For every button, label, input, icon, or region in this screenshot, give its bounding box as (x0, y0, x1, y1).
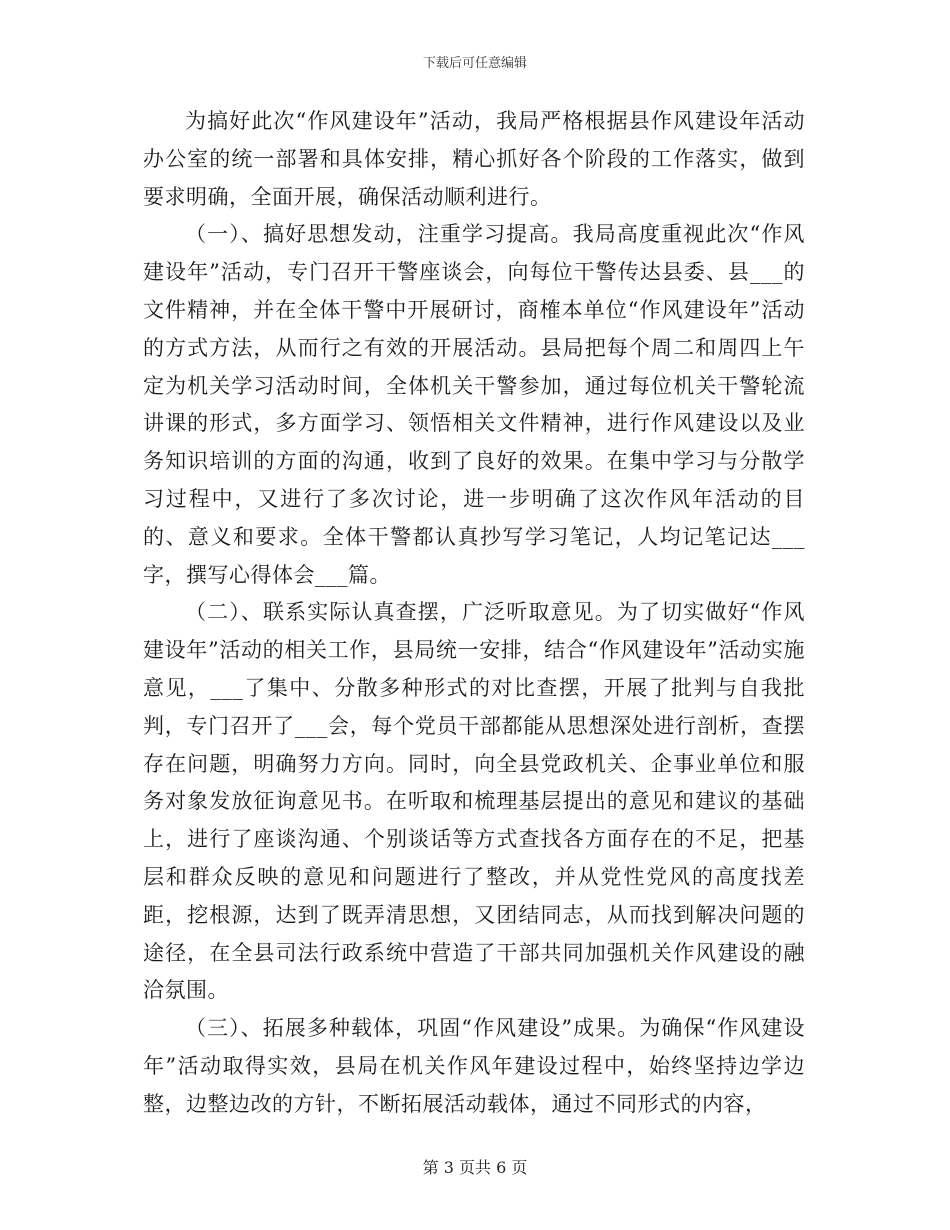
section-two-paragraph: （二）、联系实际认真查摆，广泛听取意见。为了切实做好“作风建设年”活动的相关工作，县局统一安排，结合“作风建设年”活动实施意见，___了集中、分散多种形式的对比查摆，开展了批判与自我批判，专门召开了___会，每个党员干部都能从思想深处进行剖析，查摆存在问题，明确努力方向。同时，向全县党政机关、企事业单位和服务对象发放征询意见书。在听取和梳理基层提出的意见和建议的基础上，进行了座谈沟通、个别谈话等方式查找各方面存在的不足，把基层和群众反映的意见和问题进行了整改，并从党性党风的高度找差距，挖根源，达到了既弄清思想，又团结同志，从而找到解决问题的途径，在全县司法行政系统中营造了干部共同加强机关作风建设的融洽氛围。 (143, 600, 805, 1003)
intro-paragraph: 为搞好此次“作风建设年”活动，我局严格根据县作风建设年活动办公室的统一部署和具体安排，精心抓好各个阶段的工作落实，做到要求明确，全面开展，确保活动顺利进行。 (143, 109, 805, 209)
page-number: 第 3 页共 6 页 (422, 1158, 528, 1177)
document-body (143, 103, 805, 1124)
section-three-paragraph: （三）、拓展多种载体，巩固“作风建设”成果。为确保“作风建设年”活动取得实效，县局在机关作风年建设过程中，始终坚持边学边整，边整边改的方针，不断拓展活动载体，通过不同形式的内容， (143, 1016, 805, 1116)
page-header-note: 下载后可任意编辑 (422, 56, 527, 71)
section-one-paragraph: （一）、搞好思想发动，注重学习提高。我局高度重视此次“作风建设年”活动，专门召开干警座谈会，向每位干警传达县委、县___的文件精神，并在全体干警中开展研讨，商榷本单位“作风建设年”活动的方式方法，从而行之有效的开展活动。县局把每个周二和周四上午定为机关学习活动时间，全体机关干警参加，通过每位机关干警轮流讲课的形式，多方面学习、领悟相关文件精神，进行作风建设以及业务知识培训的方面的沟通，收到了良好的效果。在集中学习与分散学习过程中，又进行了多次讨论，进一步明确了这次作风年活动的目的、意义和要求。全体干警都认真抄写学习笔记，人均记笔记达___字，撰写心得体会___篇。 (143, 222, 805, 587)
